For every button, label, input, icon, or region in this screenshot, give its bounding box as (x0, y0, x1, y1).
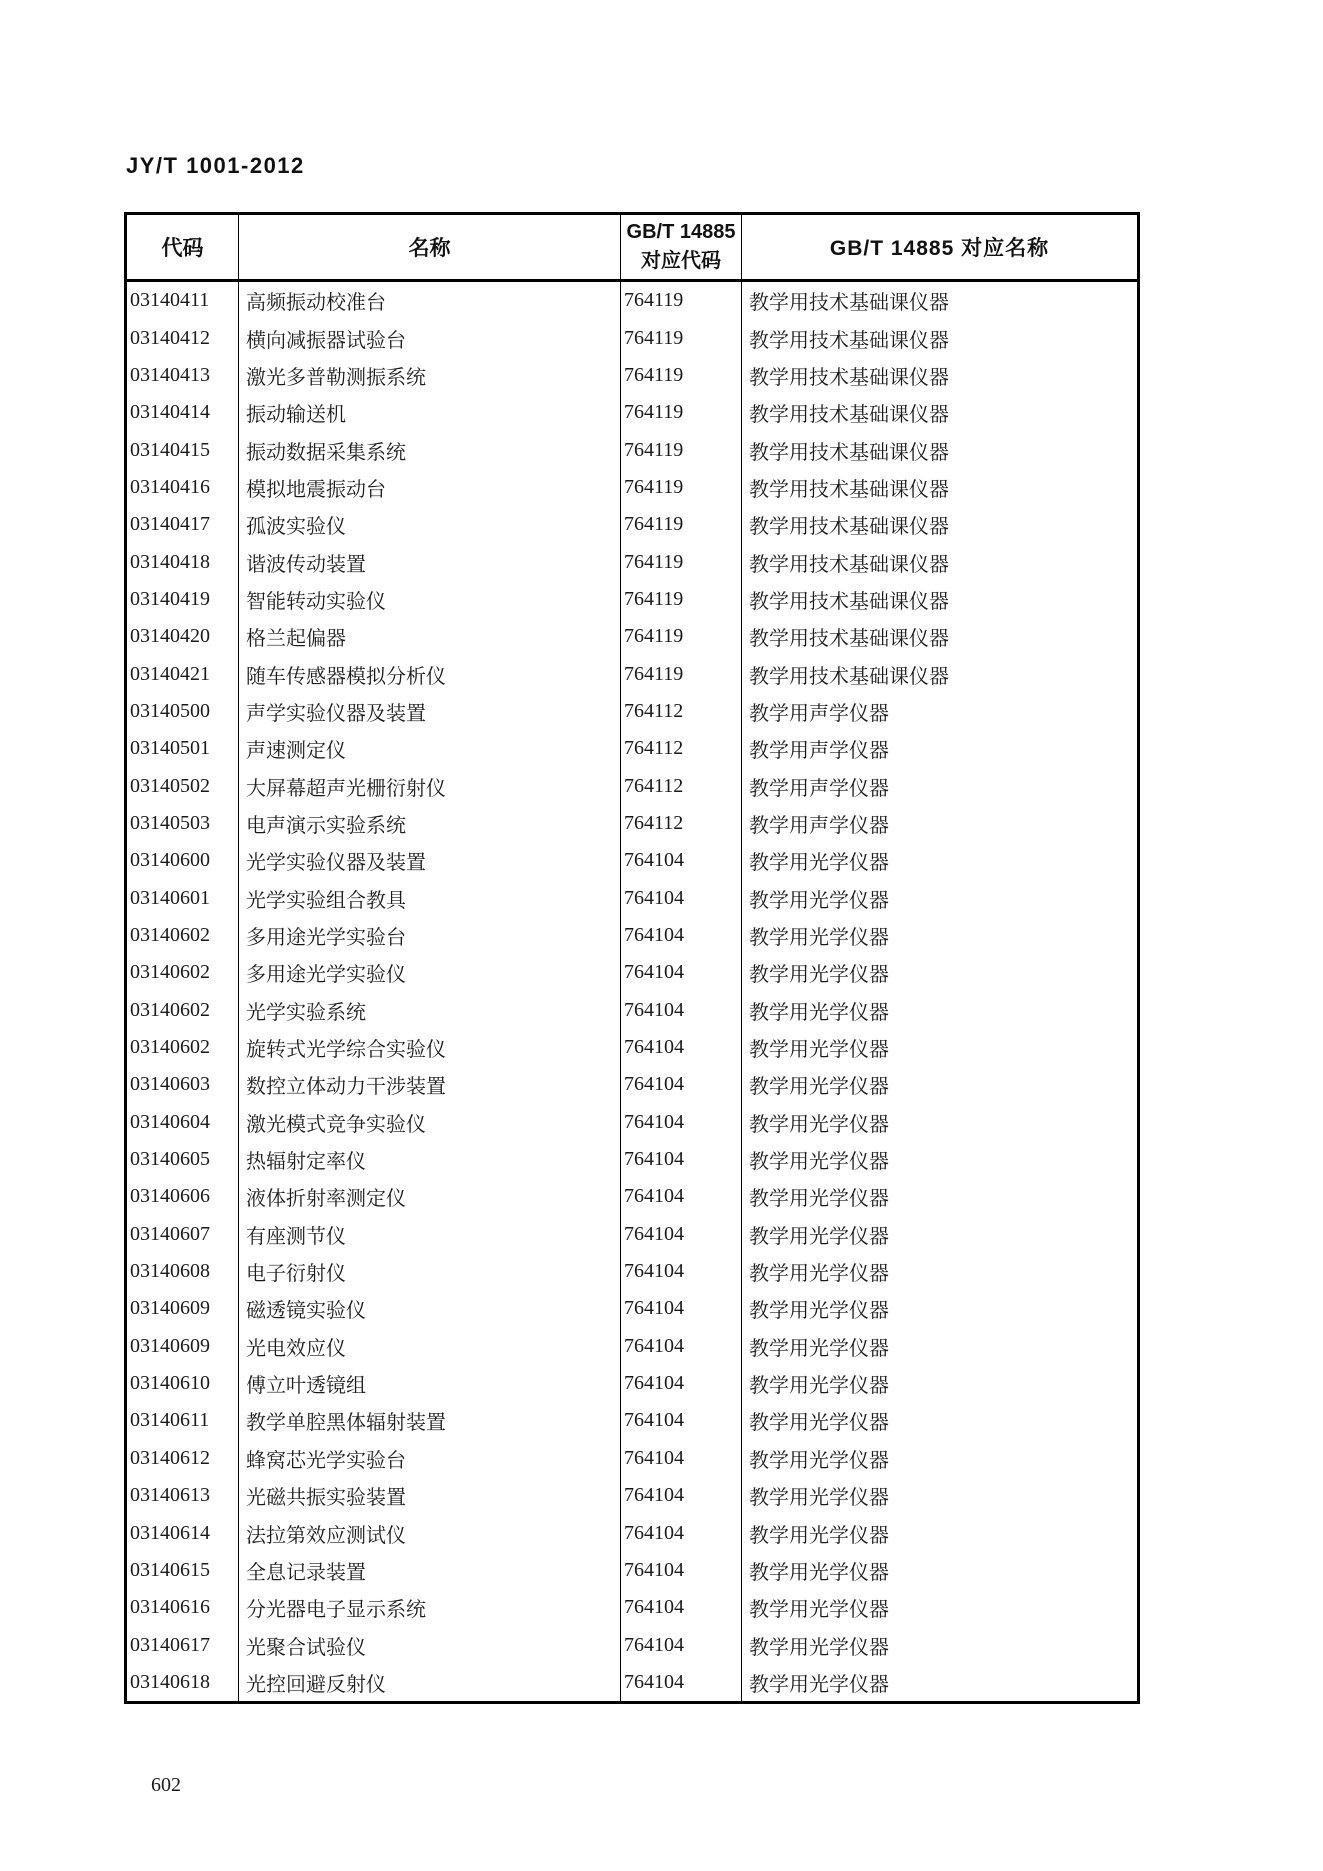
gbt-code-cell: 764104 (621, 1029, 742, 1066)
gbt-name-cell: 教学用声学仪器 (749, 740, 889, 763)
gbt-name-cell: 教学用光学仪器 (749, 1524, 889, 1547)
table-row (127, 805, 1137, 842)
table-row (127, 618, 1137, 655)
name-cell: 数控立体动力干涉装置 (239, 1066, 621, 1103)
gbt-name-cell: 教学用光学仪器 (749, 1375, 889, 1398)
gbt-name-cell: 教学用技术基础课仪器 (749, 553, 949, 576)
gbt-code-cell: 764119 (621, 655, 742, 692)
name-cell: 格兰起偏器 (239, 618, 621, 655)
gbt-name-cell: 教学用光学仪器 (749, 1113, 889, 1136)
gbt-name-cell: 教学用光学仪器 (749, 852, 889, 875)
gbt-name-cell: 教学用技术基础课仪器 (749, 478, 949, 501)
table-row (127, 1029, 1137, 1066)
code-cell: 03140503 (127, 805, 239, 842)
header-code: 代码 (127, 215, 239, 279)
gbt-code-cell: 764104 (621, 1440, 742, 1477)
code-cell: 03140501 (127, 730, 239, 767)
gbt-code-cell: 764119 (621, 282, 742, 319)
table-row (127, 1216, 1137, 1253)
code-cell: 03140609 (127, 1328, 239, 1365)
table-row (127, 693, 1137, 730)
table-row (127, 1066, 1137, 1103)
table-row (127, 319, 1137, 356)
code-cell: 03140607 (127, 1216, 239, 1253)
gbt-name-cell: 教学用光学仪器 (749, 1599, 889, 1622)
gbt-code-cell: 764104 (621, 1626, 742, 1663)
gbt-name-cell: 教学用光学仪器 (749, 889, 889, 912)
gbt-code-cell: 764104 (621, 1514, 742, 1551)
name-cell: 光电效应仪 (239, 1328, 621, 1365)
table-row (127, 1402, 1137, 1439)
name-cell: 激光模式竞争实验仪 (239, 1104, 621, 1141)
gbt-code-cell: 764104 (621, 880, 742, 917)
code-cell: 03140411 (127, 282, 239, 319)
table-row (127, 1589, 1137, 1626)
name-cell: 光聚合试验仪 (239, 1626, 621, 1663)
table-body (127, 282, 1137, 1701)
gbt-code-cell: 764104 (621, 1402, 742, 1439)
name-cell: 液体折射率测定仪 (239, 1178, 621, 1215)
table-row (127, 282, 1137, 319)
code-cell: 03140604 (127, 1104, 239, 1141)
header-name: 名称 (239, 215, 621, 279)
table-row (127, 1104, 1137, 1141)
gbt-code-cell: 764112 (621, 730, 742, 767)
code-cell: 03140606 (127, 1178, 239, 1215)
gbt-name-cell: 教学用光学仪器 (749, 1001, 889, 1024)
gbt-name-cell: 教学用光学仪器 (749, 1487, 889, 1510)
name-cell: 多用途光学实验仪 (239, 954, 621, 991)
header-gbt-code-line2: 对应代码 (641, 250, 721, 272)
gbt-name-cell: 教学用声学仪器 (749, 702, 889, 725)
table-row (127, 431, 1137, 468)
gbt-code-cell: 764104 (621, 1141, 742, 1178)
name-cell: 振动输送机 (239, 394, 621, 431)
name-cell: 磁透镜实验仪 (239, 1290, 621, 1327)
gbt-name-cell: 教学用光学仪器 (749, 1151, 889, 1174)
name-cell: 孤波实验仪 (239, 506, 621, 543)
table-row (127, 1141, 1137, 1178)
name-cell: 分光器电子显示系统 (239, 1589, 621, 1626)
gbt-code-cell: 764104 (621, 1664, 742, 1701)
code-cell: 03140415 (127, 431, 239, 468)
code-cell: 03140614 (127, 1514, 239, 1551)
table-row (127, 1253, 1137, 1290)
code-cell: 03140414 (127, 394, 239, 431)
table-row (127, 1178, 1137, 1215)
code-cell: 03140608 (127, 1253, 239, 1290)
name-cell: 激光多普勒测振系统 (239, 357, 621, 394)
table-row (127, 1290, 1137, 1327)
table-row (127, 730, 1137, 767)
name-cell: 横向减振器试验台 (239, 319, 621, 356)
code-cell: 03140602 (127, 917, 239, 954)
gbt-code-cell: 764104 (621, 842, 742, 879)
code-cell: 03140617 (127, 1626, 239, 1663)
gbt-name-cell: 教学用光学仪器 (749, 1561, 889, 1584)
gbt-code-cell: 764104 (621, 1104, 742, 1141)
name-cell: 全息记录装置 (239, 1552, 621, 1589)
code-cell: 03140611 (127, 1402, 239, 1439)
gbt-name-cell: 教学用光学仪器 (749, 1263, 889, 1286)
code-cell: 03140420 (127, 618, 239, 655)
gbt-name-cell: 教学用技术基础课仪器 (749, 516, 949, 539)
name-cell: 声速测定仪 (239, 730, 621, 767)
table-row (127, 1440, 1137, 1477)
code-cell: 03140416 (127, 469, 239, 506)
table-row (127, 357, 1137, 394)
name-cell: 蜂窝芯光学实验台 (239, 1440, 621, 1477)
name-cell: 光学实验仪器及装置 (239, 842, 621, 879)
code-cell: 03140418 (127, 543, 239, 580)
table-row (127, 506, 1137, 543)
code-cell: 03140603 (127, 1066, 239, 1103)
code-cell: 03140605 (127, 1141, 239, 1178)
code-cell: 03140601 (127, 880, 239, 917)
code-cell: 03140602 (127, 954, 239, 991)
table-row (127, 394, 1137, 431)
gbt-name-cell: 教学用技术基础课仪器 (749, 366, 949, 389)
gbt-name-cell: 教学用技术基础课仪器 (749, 441, 949, 464)
gbt-name-cell: 教学用光学仪器 (749, 1225, 889, 1248)
code-cell: 03140615 (127, 1552, 239, 1589)
code-cell: 03140618 (127, 1664, 239, 1701)
gbt-code-cell: 764119 (621, 319, 742, 356)
header-gbt-code (621, 215, 742, 279)
table-row (127, 543, 1137, 580)
code-cell: 03140502 (127, 767, 239, 804)
gbt-name-cell: 教学用技术基础课仪器 (749, 590, 949, 613)
header-gbt-name: GB/T 14885 对应名称 (829, 237, 1050, 260)
gbt-name-cell: 教学用光学仪器 (749, 1412, 889, 1435)
name-cell: 法拉第效应测试仪 (239, 1514, 621, 1551)
name-cell: 光磁共振实验装置 (239, 1477, 621, 1514)
gbt-name-cell: 教学用光学仪器 (749, 927, 889, 950)
gbt-code-cell: 764119 (621, 506, 742, 543)
code-cell: 03140616 (127, 1589, 239, 1626)
name-cell: 电子衍射仪 (239, 1253, 621, 1290)
code-cell: 03140600 (127, 842, 239, 879)
page-number: 602 (151, 1774, 181, 1796)
table-row (127, 469, 1137, 506)
name-cell: 模拟地震振动台 (239, 469, 621, 506)
gbt-code-cell: 764119 (621, 394, 742, 431)
code-cell: 03140421 (127, 655, 239, 692)
code-cell: 03140609 (127, 1290, 239, 1327)
code-cell: 03140413 (127, 357, 239, 394)
name-cell: 谐波传动装置 (239, 543, 621, 580)
name-cell: 教学单腔黑体辐射装置 (239, 1402, 621, 1439)
gbt-name-cell: 教学用声学仪器 (749, 814, 889, 837)
gbt-code-cell: 764104 (621, 1253, 742, 1290)
table-row (127, 1552, 1137, 1589)
gbt-code-cell: 764104 (621, 1290, 742, 1327)
gbt-name-cell: 教学用技术基础课仪器 (749, 292, 949, 315)
doc-number: JY/T 1001-2012 (126, 153, 305, 178)
gbt-code-cell: 764112 (621, 805, 742, 842)
gbt-name-cell: 教学用光学仪器 (749, 1039, 889, 1062)
name-cell: 光学实验系统 (239, 992, 621, 1029)
gbt-code-cell: 764104 (621, 1552, 742, 1589)
name-cell: 旋转式光学综合实验仪 (239, 1029, 621, 1066)
gbt-code-cell: 764119 (621, 581, 742, 618)
gbt-code-cell: 764119 (621, 357, 742, 394)
gbt-code-cell: 764104 (621, 1178, 742, 1215)
code-cell: 03140412 (127, 319, 239, 356)
gbt-code-cell: 764119 (621, 543, 742, 580)
name-cell: 大屏幕超声光栅衍射仪 (239, 767, 621, 804)
gbt-code-cell: 764119 (621, 469, 742, 506)
name-cell: 智能转动实验仪 (239, 581, 621, 618)
header-gbt-code-line1: GB/T 14885 (626, 221, 736, 243)
gbt-name-cell: 教学用光学仪器 (749, 1636, 889, 1659)
gbt-name-cell: 教学用技术基础课仪器 (749, 628, 949, 651)
code-cell: 03140602 (127, 1029, 239, 1066)
code-cell: 03140612 (127, 1440, 239, 1477)
table-row (127, 992, 1137, 1029)
gbt-code-cell: 764104 (621, 1066, 742, 1103)
gbt-name-cell: 教学用光学仪器 (749, 1449, 889, 1472)
table-row (127, 1626, 1137, 1663)
name-cell: 振动数据采集系统 (239, 431, 621, 468)
table-row (127, 1365, 1137, 1402)
table-row (127, 1664, 1137, 1701)
code-cell: 03140500 (127, 693, 239, 730)
name-cell: 电声演示实验系统 (239, 805, 621, 842)
gbt-code-cell: 764104 (621, 1216, 742, 1253)
gbt-name-cell: 教学用声学仪器 (749, 777, 889, 800)
table-row (127, 1514, 1137, 1551)
gbt-code-cell: 764119 (621, 618, 742, 655)
code-cell: 03140613 (127, 1477, 239, 1514)
gbt-code-cell: 764104 (621, 992, 742, 1029)
name-cell: 高频振动校准台 (239, 282, 621, 319)
name-cell: 光控回避反射仪 (239, 1664, 621, 1701)
name-cell: 多用途光学实验台 (239, 917, 621, 954)
gbt-name-cell: 教学用技术基础课仪器 (749, 665, 949, 688)
gbt-code-cell: 764104 (621, 917, 742, 954)
gbt-code-cell: 764119 (621, 431, 742, 468)
gbt-name-cell: 教学用光学仪器 (749, 1337, 889, 1360)
gbt-code-cell: 764104 (621, 1589, 742, 1626)
name-cell: 随车传感器模拟分析仪 (239, 655, 621, 692)
table-row (127, 767, 1137, 804)
name-cell: 傅立叶透镜组 (239, 1365, 621, 1402)
gbt-name-cell: 教学用光学仪器 (749, 1076, 889, 1099)
gbt-code-cell: 764104 (621, 1477, 742, 1514)
table-row (127, 842, 1137, 879)
code-cell: 03140610 (127, 1365, 239, 1402)
gbt-name-cell: 教学用技术基础课仪器 (749, 329, 949, 352)
gbt-code-cell: 764112 (621, 693, 742, 730)
gbt-name-cell: 教学用光学仪器 (749, 1673, 889, 1696)
code-cell: 03140417 (127, 506, 239, 543)
gbt-name-cell: 教学用光学仪器 (749, 1300, 889, 1323)
table-row (127, 655, 1137, 692)
header-row (127, 215, 1137, 282)
table-row (127, 954, 1137, 991)
name-cell: 热辐射定率仪 (239, 1141, 621, 1178)
name-cell: 声学实验仪器及装置 (239, 693, 621, 730)
code-cell: 03140602 (127, 992, 239, 1029)
gbt-code-cell: 764104 (621, 954, 742, 991)
gbt-name-cell: 教学用技术基础课仪器 (749, 404, 949, 427)
table-row (127, 917, 1137, 954)
gbt-code-cell: 764104 (621, 1365, 742, 1402)
name-cell: 光学实验组合教具 (239, 880, 621, 917)
gbt-code-cell: 764104 (621, 1328, 742, 1365)
table-row (127, 1477, 1137, 1514)
code-cell: 03140419 (127, 581, 239, 618)
gbt-name-cell: 教学用光学仪器 (749, 964, 889, 987)
table-row (127, 1328, 1137, 1365)
table-row (127, 581, 1137, 618)
gbt-name-cell: 教学用光学仪器 (749, 1188, 889, 1211)
name-cell: 有座测节仪 (239, 1216, 621, 1253)
equipment-code-table (124, 212, 1140, 1704)
table-row (127, 880, 1137, 917)
gbt-code-cell: 764112 (621, 767, 742, 804)
